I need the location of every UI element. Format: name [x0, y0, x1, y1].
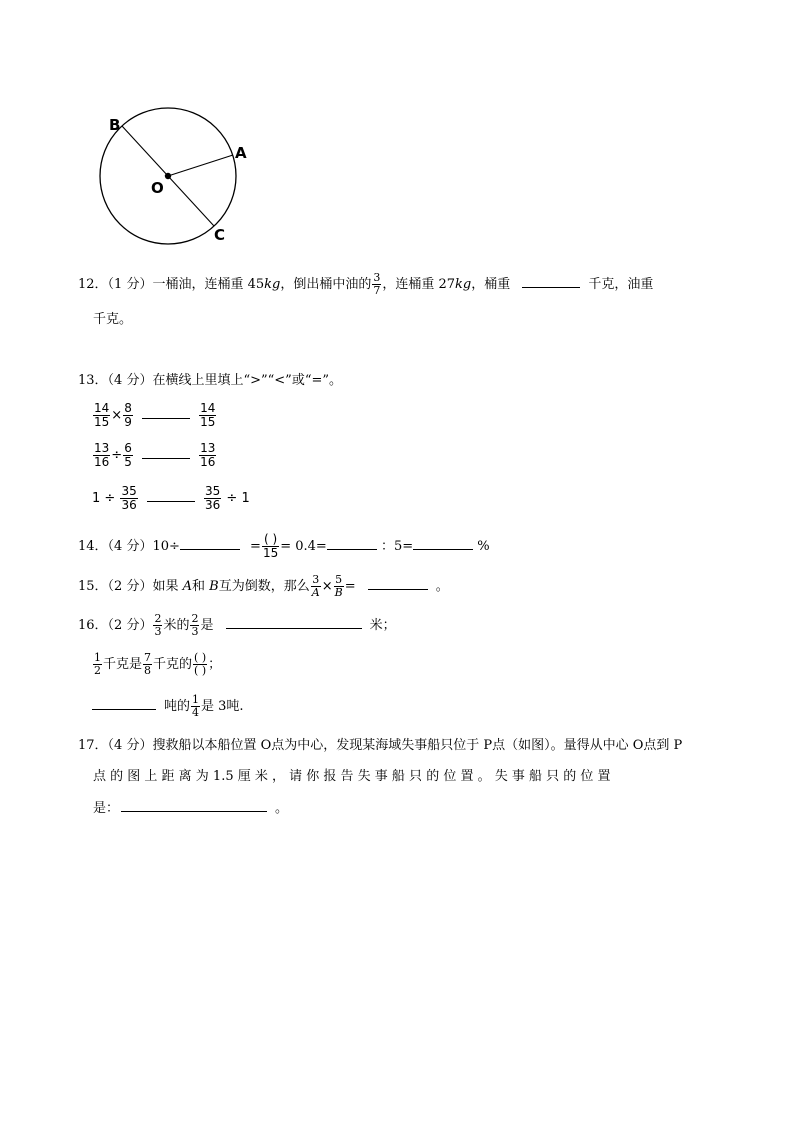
q17-blank[interactable]	[121, 797, 267, 812]
q13-r3-tail: ÷ 1	[226, 491, 250, 506]
q16-l3-frac: $\frac{1}{4}$	[192, 693, 200, 719]
q13-r1-blank[interactable]	[142, 402, 190, 419]
q12-score: （1 分）	[107, 277, 153, 292]
q16-l2-text-1: 千克是	[103, 657, 143, 672]
q13-r1-frac-r: $\frac{14}{15}$	[200, 401, 216, 429]
q14-fraction: $\frac{( )}{15}$	[262, 532, 279, 560]
q16-l2-text-3: ；	[208, 657, 222, 672]
q13-row-3	[92, 482, 250, 516]
q14-number: 14．	[78, 539, 108, 554]
q16-l2-text-2: 千克的	[153, 657, 193, 672]
q16-l1-text-3: 米；	[369, 618, 396, 633]
q16-score: （2 分）	[107, 618, 153, 633]
q16-blank-1[interactable]	[226, 614, 362, 629]
q13-r3-frac-a: $\frac{35}{36}$	[121, 484, 137, 512]
q16-l2-frac-3[interactable]: $\frac{( )}{( )}$	[194, 651, 207, 677]
q13-r1-frac-a: $\frac{14}{15}$	[94, 401, 110, 429]
q16-blank-2[interactable]	[92, 695, 156, 710]
q15-score: （2 分）	[107, 579, 153, 594]
q16-l3-text-1: 吨的	[164, 699, 191, 714]
q13-r1-frac-b: $\frac{8}{9}$	[124, 401, 132, 429]
q13-number: 13．	[78, 373, 108, 388]
q16-l2-frac-2: $\frac{7}{8}$	[144, 651, 152, 677]
label-a: A	[235, 144, 247, 162]
label-o: O	[151, 179, 164, 197]
q14-score: （4 分）	[107, 539, 153, 554]
q14-text-2: =	[250, 539, 261, 554]
q15-var-a: A	[182, 579, 192, 594]
q16-l1-text-1: 米的	[163, 618, 190, 633]
q15-op: ×	[321, 579, 333, 594]
q17-score: （4 分）	[107, 738, 153, 753]
q15-blank[interactable]	[368, 575, 428, 590]
q16-l1-frac-1: $\frac{2}{3}$	[154, 612, 162, 638]
q13-r3-blank[interactable]	[147, 485, 195, 502]
q15-fraction-1: $\frac{3}{A}$	[311, 573, 320, 599]
q15-number: 15．	[78, 579, 108, 594]
q16-l2-frac-1: $\frac{1}{2}$	[94, 651, 101, 677]
q17-line-1: 搜救船以本船位置 O点为中心，发现某海域失事船只位于 P点（如图）。量得从中心 O点到 P	[152, 738, 683, 753]
q14-blank-1[interactable]	[180, 535, 240, 550]
q13-r2-blank[interactable]	[142, 442, 190, 459]
q12-text-3: ，连桶重 27	[382, 277, 456, 292]
q16-l1-text-2: 是	[200, 618, 214, 633]
q13-r2-op: ÷	[111, 448, 123, 463]
q13-r3-lead: 1 ÷	[92, 491, 116, 506]
q15-text-4: =	[344, 579, 356, 594]
q12-text-4: ，桶重	[471, 277, 511, 292]
q17-line-3b: 。	[275, 801, 289, 816]
q15-text-5: 。	[435, 579, 449, 594]
q15-fraction-2: $\frac{5}{B}$	[334, 573, 343, 599]
q12-fraction: $\frac{3}{7}$	[373, 271, 381, 297]
label-c: C	[214, 226, 226, 244]
circle-figure	[95, 105, 270, 255]
q13-row-1	[92, 399, 217, 433]
label-b: B	[109, 116, 121, 134]
q12-text-1: 一桶油，连桶重 45	[152, 277, 265, 292]
q13-score: （4 分）	[107, 373, 153, 388]
q16-l3-text-2: 是 3吨.	[201, 699, 244, 714]
q17-line-3a: 是：	[93, 801, 120, 816]
q15-var-b: B	[209, 579, 219, 594]
q16-l1-frac-2: $\frac{2}{3}$	[191, 612, 199, 638]
q14-text-3: = 0.4=	[280, 539, 327, 554]
q13-r2-frac-b: $\frac{6}{5}$	[124, 441, 132, 469]
q12-text-5: 千克，油重	[588, 277, 654, 292]
q16-number: 16．	[78, 618, 108, 633]
q17-number: 17．	[78, 738, 108, 753]
q14-text-1: 10÷	[152, 539, 180, 554]
q12-text-6: 千克。	[93, 312, 133, 327]
q15-text-3: 互为倒数，那么	[218, 579, 310, 594]
center-point	[165, 173, 171, 179]
q13-r2-frac-a: $\frac{13}{16}$	[94, 441, 110, 469]
q13-row-2	[92, 439, 217, 473]
q12-unit-2: kg	[455, 277, 472, 292]
q15-text-2: 和	[192, 579, 206, 594]
q14-text-5: %	[477, 539, 490, 554]
q12-blank-1[interactable]	[522, 273, 580, 288]
q12-text-2: ，倒出桶中油的	[280, 277, 372, 292]
q12-number: 12．	[78, 277, 108, 292]
q14-text-4: ：5=	[380, 539, 414, 554]
q13-r2-frac-r: $\frac{13}{16}$	[200, 441, 216, 469]
q13-r3-frac-r: $\frac{35}{36}$	[205, 484, 221, 512]
radius-oa	[168, 155, 233, 176]
q13-r1-op: ×	[111, 408, 123, 423]
q15-text-1: 如果	[152, 579, 179, 594]
q13-text: 在横线上里填上“>”“<”或“=”。	[152, 373, 343, 388]
q14-blank-2[interactable]	[327, 535, 377, 550]
q17-line-2: 点 的 图 上 距 离 为 1.5 厘 米 ， 请 你 报 告 失 事 船 只 的 位 置 。 失 事 船 只 的 位 置	[93, 769, 611, 784]
q14-blank-3[interactable]	[413, 535, 473, 550]
q12-unit-1: kg	[264, 277, 281, 292]
